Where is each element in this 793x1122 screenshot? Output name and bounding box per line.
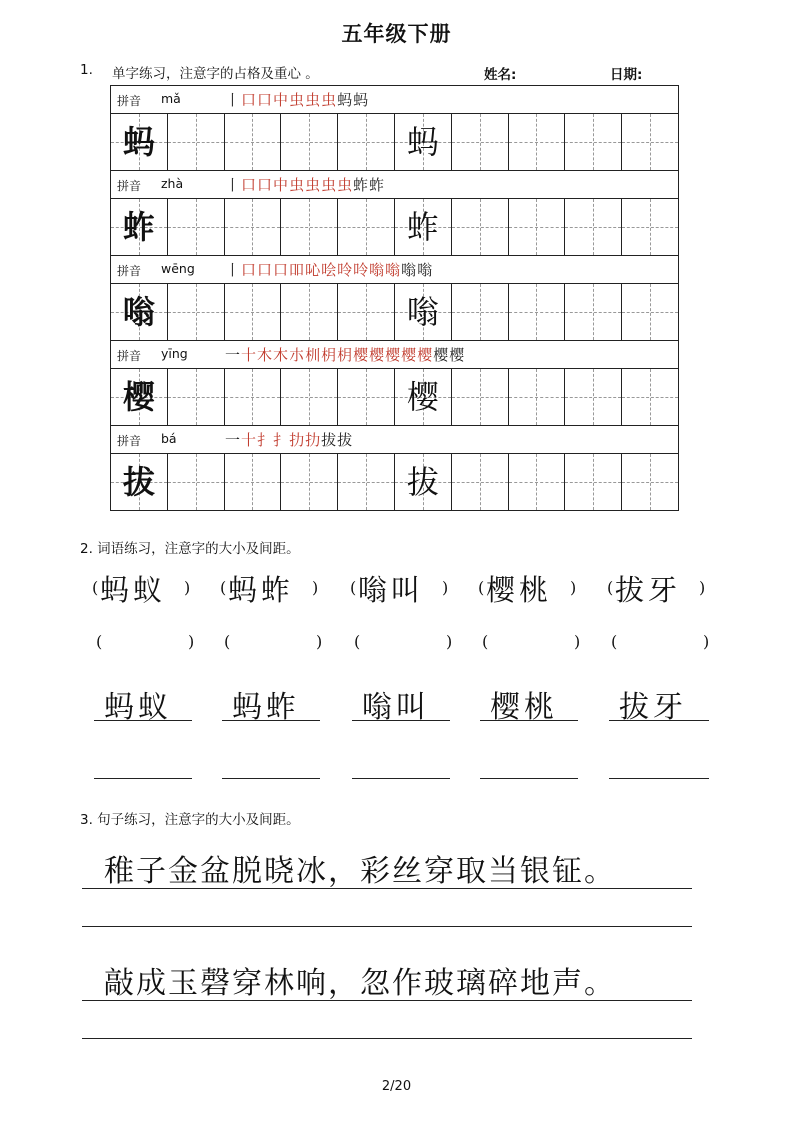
word-writing-line <box>480 720 578 721</box>
close-paren: ) <box>316 632 323 651</box>
tian-grid-cell <box>394 114 451 170</box>
pinyin-text: zhà <box>161 176 184 191</box>
tian-grid-cell <box>280 199 337 255</box>
stroke-step: 樱 <box>385 346 401 364</box>
word-model: 樱桃 <box>486 573 553 607</box>
stroke-step: 木 <box>273 346 289 364</box>
tian-grid-cell <box>621 454 678 510</box>
trace-character: 蚂 <box>406 123 439 161</box>
open-paren: ( <box>482 632 489 651</box>
tian-grid-cell <box>110 199 167 255</box>
section2-heading: 2. 词语练习，注意字的大小及间距。 <box>80 541 300 557</box>
stroke-step: 十 <box>241 431 257 449</box>
stroke-step: 虫 <box>289 176 305 194</box>
close-paren: ) <box>699 578 706 597</box>
pinyin-label: 拼音 <box>117 264 142 278</box>
stroke-step: 拔 <box>337 431 353 449</box>
stroke-step: 虫 <box>305 91 321 109</box>
stroke-step: 吣 <box>305 261 321 279</box>
word-writing-line <box>94 778 192 779</box>
tian-grid-cell <box>337 114 394 170</box>
sentence-writing-line <box>82 926 692 927</box>
stroke-step: 扌 <box>273 431 289 449</box>
tian-grid-cell <box>621 114 678 170</box>
tian-grid-cell <box>508 454 565 510</box>
word-writing-line <box>352 720 450 721</box>
open-paren: ( <box>224 632 231 651</box>
stroke-step: 丨 <box>225 91 241 109</box>
tian-grid-cell <box>394 454 451 510</box>
word-model: 嗡叫 <box>358 573 425 607</box>
stroke-step: 吅 <box>289 261 305 279</box>
stroke-step: 蚂 <box>353 91 369 109</box>
open-paren: ( <box>607 578 614 597</box>
word-trace: 蚂蚱 <box>232 690 300 725</box>
tian-grid-cell <box>337 454 394 510</box>
close-paren: ) <box>188 632 195 651</box>
tian-grid-cell <box>280 284 337 340</box>
word-model: 蚂蚱 <box>228 573 295 607</box>
open-paren: ( <box>96 632 103 651</box>
open-paren: ( <box>611 632 618 651</box>
stroke-step: 木 <box>257 346 273 364</box>
word-writing-line <box>222 720 320 721</box>
tian-grid-cell <box>451 454 508 510</box>
open-paren: ( <box>92 578 99 597</box>
tian-grid-cell <box>167 199 224 255</box>
stroke-step: 杊 <box>305 346 321 364</box>
pinyin-label: 拼音 <box>117 179 142 193</box>
stroke-step: 嗡 <box>417 261 433 279</box>
pinyin-text: wēng <box>161 261 195 276</box>
open-paren: ( <box>350 578 357 597</box>
character-row <box>110 283 678 340</box>
stroke-order <box>225 428 352 452</box>
tian-grid-cell <box>224 199 281 255</box>
tian-grid-cell <box>110 454 167 510</box>
trace-character: 蚱 <box>406 208 439 246</box>
open-paren: ( <box>478 578 485 597</box>
section3-heading: 3. 句子练习，注意字的大小及间距。 <box>80 812 300 828</box>
close-paren: ) <box>312 578 319 597</box>
tian-grid-cell <box>621 284 678 340</box>
stroke-step: 嗡 <box>401 261 417 279</box>
tian-grid-cell <box>224 454 281 510</box>
stroke-step: 口 <box>257 91 273 109</box>
pinyin-row <box>110 170 678 198</box>
trace-character: 嗡 <box>406 293 439 331</box>
pinyin-text: yīng <box>161 346 188 361</box>
pinyin-text: bá <box>161 431 177 446</box>
character-row <box>110 453 678 510</box>
tian-grid-cell <box>167 369 224 425</box>
stroke-step: 口 <box>273 261 289 279</box>
pinyin-row <box>110 425 678 453</box>
stroke-step: 中 <box>273 91 289 109</box>
tian-grid-cell <box>280 369 337 425</box>
model-character: 樱 <box>122 378 155 416</box>
tian-grid-cell <box>110 284 167 340</box>
stroke-step: 嗡 <box>385 261 401 279</box>
stroke-order <box>225 258 432 282</box>
stroke-step: 虫 <box>305 176 321 194</box>
stroke-step: 中 <box>273 176 289 194</box>
stroke-step: 一 <box>225 346 241 364</box>
stroke-step: 呤 <box>353 261 369 279</box>
tian-grid-cell <box>621 369 678 425</box>
stroke-step: 虫 <box>321 91 337 109</box>
stroke-step: 嗡 <box>369 261 385 279</box>
tian-grid-cell <box>508 199 565 255</box>
sentence-model: 敲成玉磬穿林响，忽作玻璃碎地声。 <box>104 966 616 1001</box>
stroke-step: 扌 <box>257 431 273 449</box>
close-paren: ) <box>703 632 710 651</box>
tian-grid-cell <box>167 454 224 510</box>
word-writing-line <box>352 778 450 779</box>
tian-grid-cell <box>280 454 337 510</box>
stroke-step: 枂 <box>321 346 337 364</box>
word-trace: 樱桃 <box>490 690 558 725</box>
stroke-step: 蚱 <box>369 176 385 194</box>
tian-grid-cell <box>564 369 621 425</box>
character-row <box>110 198 678 255</box>
tian-grid-cell <box>337 369 394 425</box>
tian-grid-cell <box>224 369 281 425</box>
open-paren: ( <box>354 632 361 651</box>
stroke-step: 蚂 <box>337 91 353 109</box>
pinyin-text: mǎ <box>161 91 181 106</box>
tian-grid-cell <box>451 199 508 255</box>
word-writing-line <box>609 778 709 779</box>
stroke-step: 樱 <box>369 346 385 364</box>
tian-grid-cell <box>224 114 281 170</box>
tian-grid-cell <box>337 284 394 340</box>
stroke-step: 丨 <box>225 261 241 279</box>
model-character: 蚱 <box>122 208 155 246</box>
stroke-step: 拔 <box>321 431 337 449</box>
tian-grid-cell <box>394 369 451 425</box>
model-character: 蚂 <box>122 123 155 161</box>
stroke-step: 呤 <box>337 261 353 279</box>
tian-grid-cell <box>451 114 508 170</box>
stroke-step: 口 <box>241 176 257 194</box>
trace-character: 拔 <box>406 463 439 501</box>
word-model: 蚂蚁 <box>100 573 167 607</box>
tian-grid-cell <box>621 199 678 255</box>
close-paren: ) <box>574 632 581 651</box>
page-title: 五年级下册 <box>341 22 452 46</box>
stroke-step: 扐 <box>305 431 321 449</box>
tian-grid-cell <box>394 199 451 255</box>
date-label: 日期: <box>610 67 643 83</box>
pinyin-row <box>110 85 678 113</box>
word-model: 拔牙 <box>615 573 682 607</box>
tian-grid-cell <box>167 114 224 170</box>
name-label: 姓名: <box>484 67 517 83</box>
stroke-step: 樱 <box>353 346 369 364</box>
close-paren: ) <box>442 578 449 597</box>
word-writing-line <box>609 720 709 721</box>
stroke-step: 樱 <box>433 346 449 364</box>
pinyin-row <box>110 255 678 283</box>
word-writing-line <box>94 720 192 721</box>
stroke-order <box>225 173 384 197</box>
sentence-writing-line <box>82 1000 692 1001</box>
close-paren: ) <box>570 578 577 597</box>
stroke-step: 樱 <box>417 346 433 364</box>
section1-heading: 单字练习，注意字的占格及重心 。 <box>112 66 319 82</box>
stroke-order <box>225 88 368 112</box>
stroke-step: 扐 <box>289 431 305 449</box>
tian-grid-cell <box>337 199 394 255</box>
close-paren: ) <box>184 578 191 597</box>
stroke-step: 蚱 <box>353 176 369 194</box>
word-trace: 拔牙 <box>619 690 687 725</box>
stroke-step: 虫 <box>321 176 337 194</box>
sentence-writing-line <box>82 888 692 889</box>
character-row <box>110 113 678 170</box>
section1-number: 1. <box>80 62 93 78</box>
tian-grid-cell <box>508 369 565 425</box>
close-paren: ) <box>446 632 453 651</box>
model-character: 嗡 <box>122 293 155 331</box>
trace-character: 樱 <box>406 378 439 416</box>
tian-grid-cell <box>110 114 167 170</box>
character-practice-grid <box>110 85 679 511</box>
tian-grid-cell <box>394 284 451 340</box>
stroke-step: 朩 <box>289 346 305 364</box>
stroke-step: 虫 <box>289 91 305 109</box>
word-trace: 嗡叫 <box>362 690 430 725</box>
stroke-step: 丨 <box>225 176 241 194</box>
word-trace: 蚂蚁 <box>104 690 172 725</box>
tian-grid-cell <box>508 284 565 340</box>
sentence-model: 稚子金盆脱晓冰，彩丝穿取当银钲。 <box>104 854 616 889</box>
pinyin-row <box>110 340 678 368</box>
stroke-step: 口 <box>241 91 257 109</box>
tian-grid-cell <box>280 114 337 170</box>
stroke-step: 一 <box>225 431 241 449</box>
tian-grid-cell <box>564 284 621 340</box>
stroke-step: 虫 <box>337 176 353 194</box>
tian-grid-cell <box>508 114 565 170</box>
stroke-step: 樱 <box>401 346 417 364</box>
stroke-step: 樱 <box>449 346 465 364</box>
page-number: 2/20 <box>381 1079 412 1094</box>
stroke-step: 枂 <box>337 346 353 364</box>
stroke-step: 口 <box>241 261 257 279</box>
stroke-step: 口 <box>257 261 273 279</box>
tian-grid-cell <box>224 284 281 340</box>
character-row <box>110 368 678 425</box>
tian-grid-cell <box>451 369 508 425</box>
stroke-step: 十 <box>241 346 257 364</box>
tian-grid-cell <box>564 454 621 510</box>
pinyin-label: 拼音 <box>117 434 142 448</box>
open-paren: ( <box>220 578 227 597</box>
word-writing-line <box>480 778 578 779</box>
pinyin-label: 拼音 <box>117 349 142 363</box>
word-writing-line <box>222 778 320 779</box>
tian-grid-cell <box>110 369 167 425</box>
tian-grid-cell <box>564 199 621 255</box>
tian-grid-cell <box>167 284 224 340</box>
stroke-step: 哙 <box>321 261 337 279</box>
tian-grid-cell <box>564 114 621 170</box>
stroke-step: 口 <box>257 176 273 194</box>
sentence-writing-line <box>82 1038 692 1039</box>
tian-grid-cell <box>451 284 508 340</box>
stroke-order <box>225 343 464 367</box>
model-character: 拔 <box>122 463 155 501</box>
pinyin-label: 拼音 <box>117 94 142 108</box>
